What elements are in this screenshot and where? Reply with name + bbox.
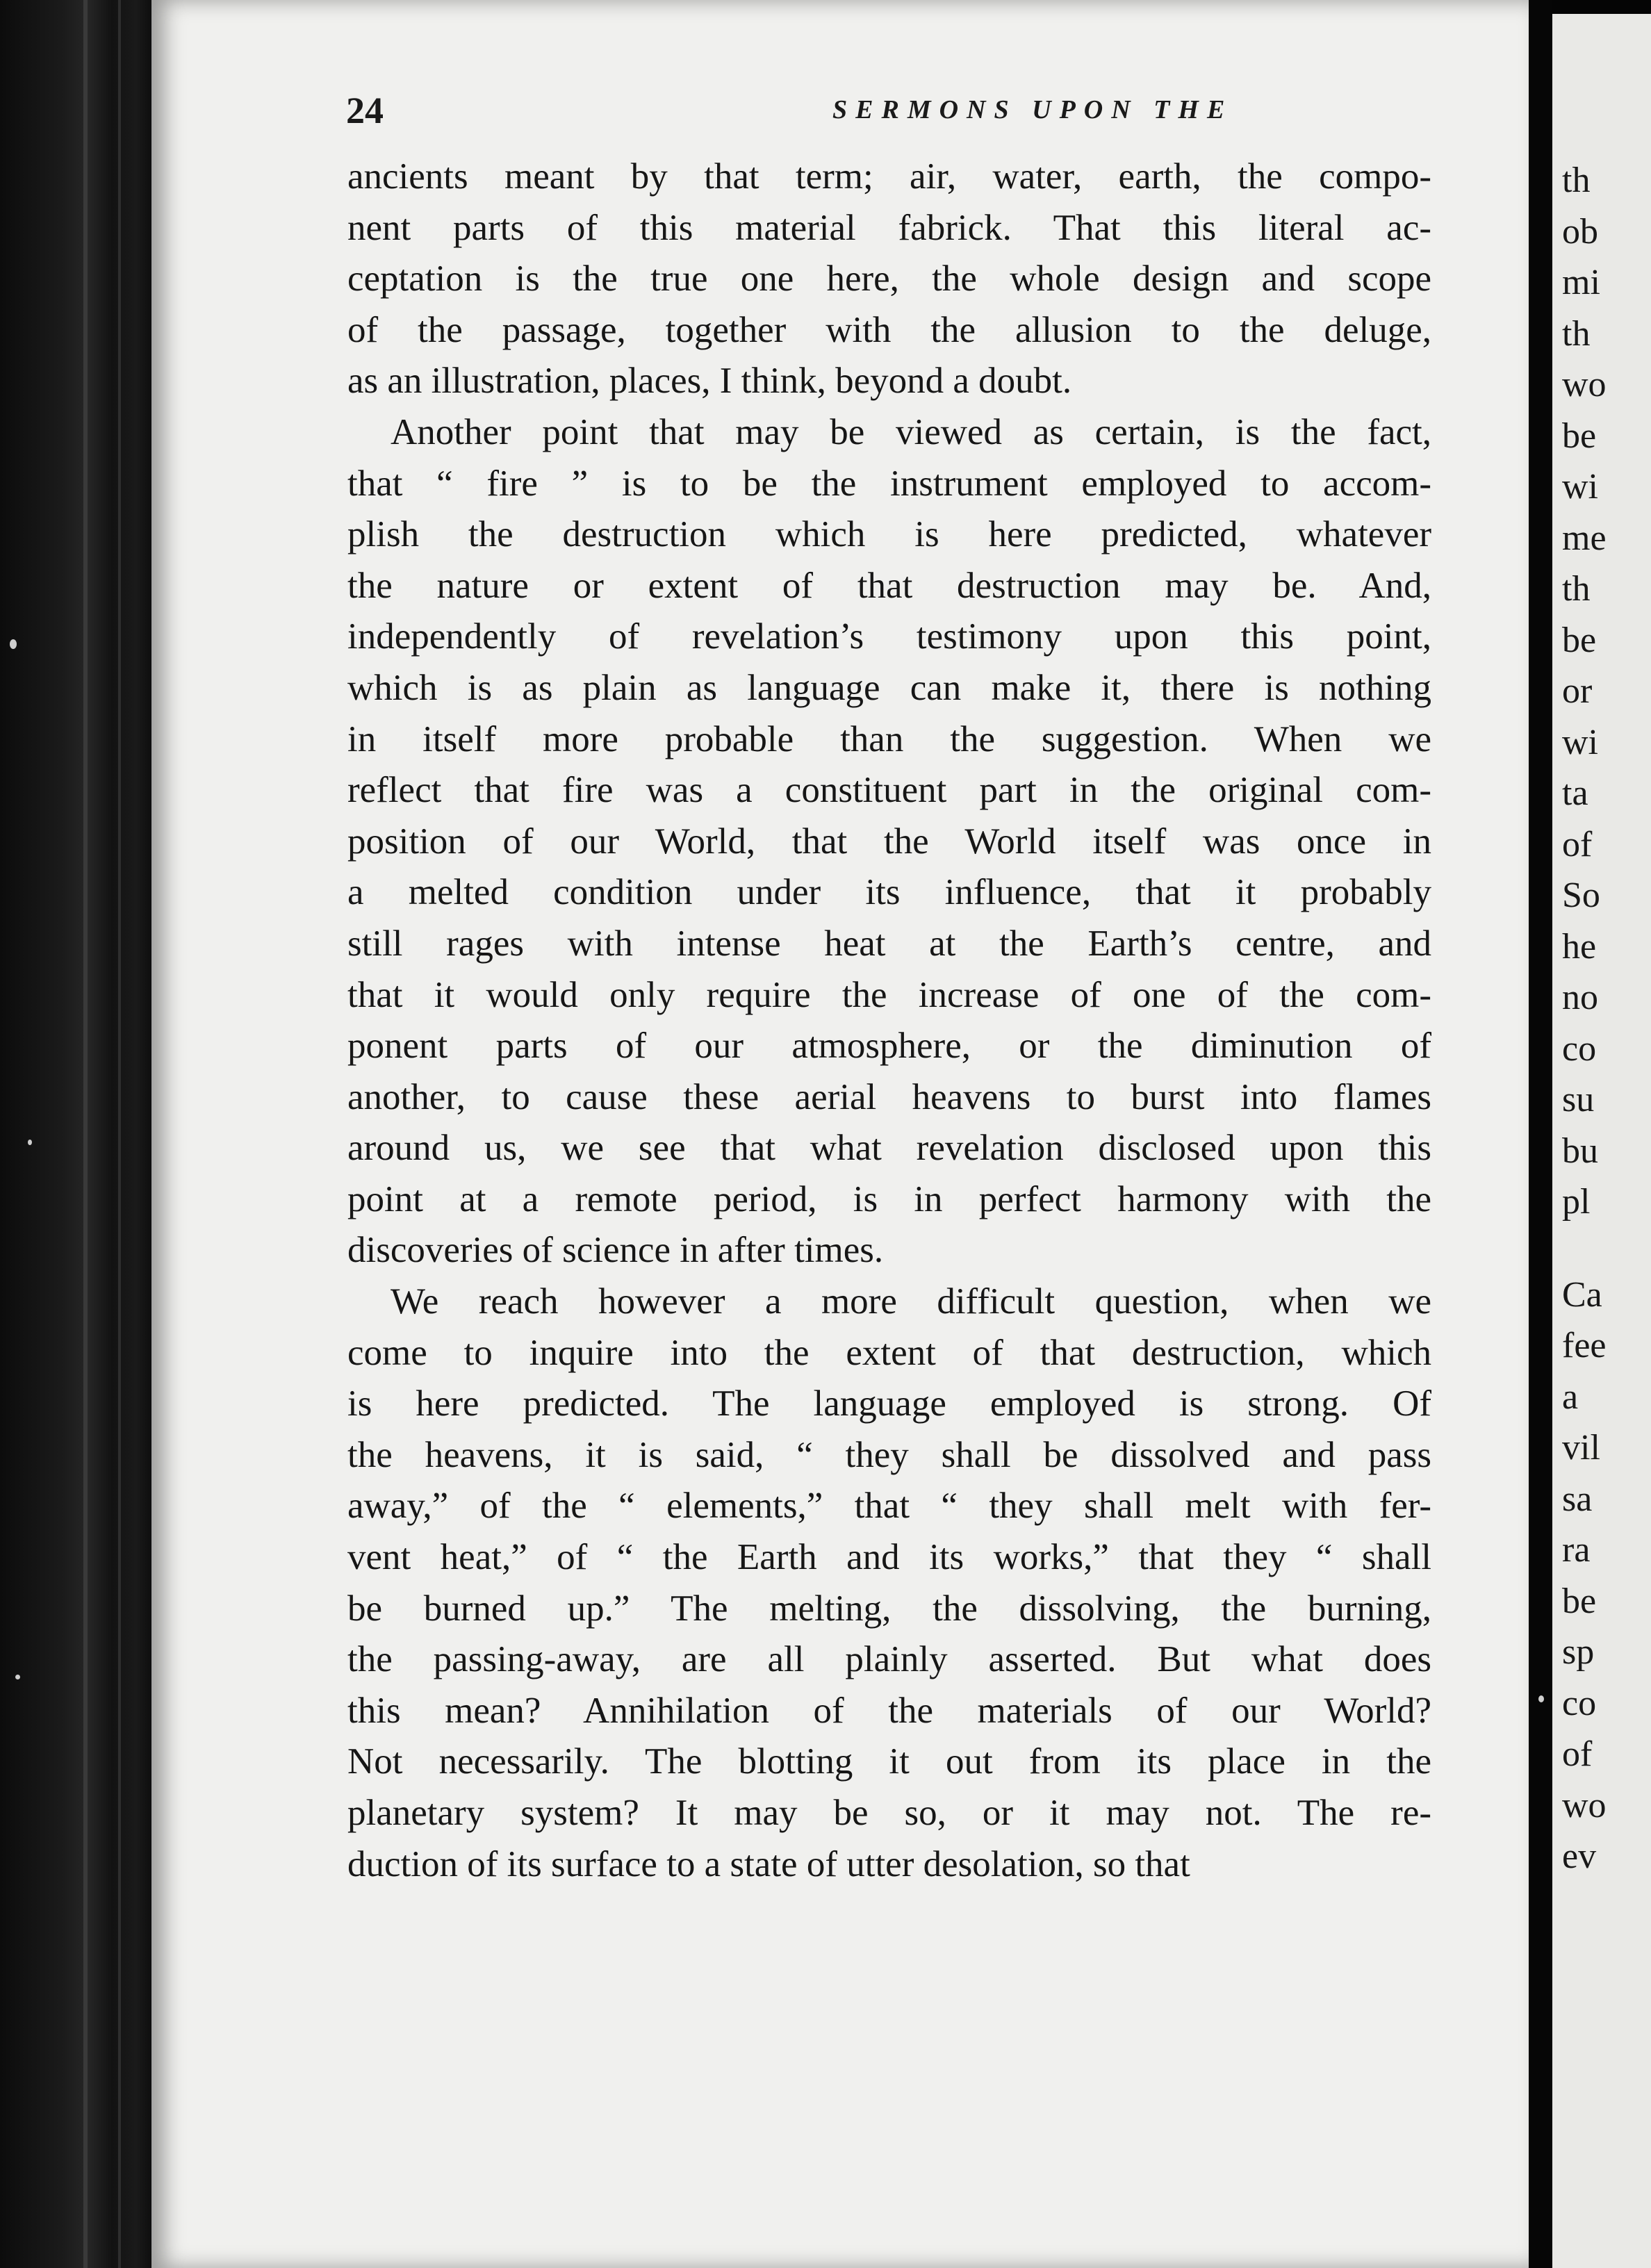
adjacent-page-text: fee <box>1562 1326 1607 1365</box>
adjacent-page-text: me <box>1562 518 1607 558</box>
adjacent-page-text: co <box>1562 1028 1597 1069</box>
adjacent-page-text: ev <box>1562 1836 1597 1876</box>
text-line: that it would only require the increase of one of the com- <box>347 974 1431 1015</box>
adjacent-page-text: or <box>1562 671 1593 711</box>
page-number: 24 <box>346 90 384 131</box>
adjacent-page-text: ta <box>1562 773 1588 813</box>
text-line: We reach however a more difficult question, when we <box>391 1281 1431 1322</box>
running-title: SERMONS UPON THE <box>832 95 1233 124</box>
adjacent-page-text: So <box>1562 876 1600 915</box>
text-line: independently of revelation’s testimony upon this point, <box>347 616 1431 657</box>
text-line: nent parts of this material fabrick. That this literal ac- <box>347 207 1431 248</box>
adjacent-page-text: sp <box>1562 1632 1595 1672</box>
text-line: ceptation is the true one here, the whole design and scope <box>347 258 1431 299</box>
adjacent-page-text: ob <box>1562 211 1598 252</box>
text-line: is here predicted. The language employed is strong. Of <box>347 1383 1431 1424</box>
text-line: still rages with intense heat at the Earth’s centre, and <box>347 923 1431 964</box>
text-line: away,” of the “ elements,” that “ they shall melt with fer- <box>347 1486 1431 1527</box>
adjacent-page-text: be <box>1562 1581 1597 1621</box>
adjacent-page-text: su <box>1562 1080 1595 1119</box>
scan-speck <box>28 1140 32 1145</box>
adjacent-page-text: wo <box>1562 1785 1607 1825</box>
body-text <box>347 151 1431 1890</box>
text-line: ancients meant by that term; air, water, earth, the compo- <box>347 156 1431 197</box>
adjacent-page-text: wi <box>1562 467 1598 507</box>
text-line: Not necessarily. The blotting it out from its place in the <box>347 1741 1431 1782</box>
text-line: plish the destruction which is here predicted, whatever <box>347 514 1431 555</box>
spine-line <box>118 0 121 2268</box>
text-line: the heavens, it is said, “ they shall be dissolved and pass <box>347 1434 1431 1475</box>
text-line: Another point that may be viewed as certain, is the fact, <box>391 411 1431 452</box>
text-line: come to inquire into the extent of that destruction, which <box>347 1332 1431 1373</box>
text-line: of the passage, together with the allusion to the deluge, <box>347 309 1431 350</box>
adjacent-page-text: co <box>1562 1683 1597 1723</box>
running-head <box>346 89 1541 145</box>
text-line: point at a remote period, is in perfect harmony with the <box>347 1178 1431 1219</box>
text-line: which is as plain as language can make it, there is nothing <box>347 667 1431 708</box>
adjacent-page-text: of <box>1562 824 1593 864</box>
adjacent-page-text: Ca <box>1562 1274 1602 1315</box>
text-line: position of our World, that the World itself was once in <box>347 821 1431 862</box>
adjacent-page-text: pl <box>1562 1182 1591 1222</box>
scan-speck <box>15 1675 20 1679</box>
text-line: ponent parts of our atmosphere, or the diminution of <box>347 1026 1431 1067</box>
page-gutter <box>1529 0 1552 2268</box>
adjacent-page-text: no <box>1562 978 1598 1017</box>
adjacent-page-text: vil <box>1562 1428 1600 1468</box>
adjacent-page-text: bu <box>1562 1131 1598 1171</box>
text-line: another, to cause these aerial heavens to burst into flames <box>347 1076 1431 1117</box>
spine-line <box>83 0 88 2268</box>
adjacent-page-text: he <box>1562 926 1597 967</box>
adjacent-page-text: ra <box>1562 1530 1591 1570</box>
text-line: duction of its surface to a state of utter desolation, so that <box>347 1843 1190 1884</box>
book-spine-edge <box>0 0 160 2268</box>
adjacent-page-text: sa <box>1562 1479 1593 1519</box>
adjacent-page-text: wo <box>1562 365 1607 404</box>
adjacent-page-fragment <box>1552 14 1651 2268</box>
adjacent-page-text: be <box>1562 620 1597 660</box>
adjacent-page-text: mi <box>1562 263 1600 302</box>
text-line: discoveries of science in after times. <box>347 1230 884 1271</box>
adjacent-page-text: of <box>1562 1734 1593 1774</box>
text-line: the passing-away, are all plainly asserted. But what does <box>347 1639 1431 1680</box>
adjacent-page-text: th <box>1562 313 1591 354</box>
text-line: be burned up.” The melting, the dissolving, the burning, <box>347 1588 1431 1629</box>
text-line: the nature or extent of that destruction may be. And, <box>347 565 1431 606</box>
adjacent-page-text: th <box>1562 161 1591 200</box>
text-line: in itself more probable than the suggestion. When we <box>347 718 1431 759</box>
paragraph <box>347 151 1431 407</box>
scan-speck <box>1538 1695 1544 1702</box>
adjacent-page-text: wi <box>1562 722 1598 762</box>
text-line: vent heat,” of “ the Earth and its works,” that they “ shall <box>347 1537 1431 1578</box>
text-line: this mean? Annihilation of the materials of our World? <box>347 1690 1431 1731</box>
text-line: a melted condition under its influence, that it probably <box>347 872 1431 913</box>
text-line: as an illustration, places, I think, beyond a doubt. <box>347 361 1072 402</box>
scan-speck <box>10 639 17 649</box>
text-line: around us, we see that what revelation disclosed upon this <box>347 1128 1431 1169</box>
adjacent-page-text: be <box>1562 416 1597 456</box>
adjacent-page-text: a <box>1562 1377 1579 1417</box>
text-line: reflect that fire was a constituent part in the original com- <box>347 770 1431 811</box>
adjacent-page-text: th <box>1562 569 1591 609</box>
paragraph <box>347 407 1431 1276</box>
paragraph <box>347 1276 1431 1890</box>
text-line: planetary system? It may be so, or it may not. The re- <box>347 1793 1431 1833</box>
text-line: that “ fire ” is to be the instrument employed to accom- <box>347 463 1431 504</box>
